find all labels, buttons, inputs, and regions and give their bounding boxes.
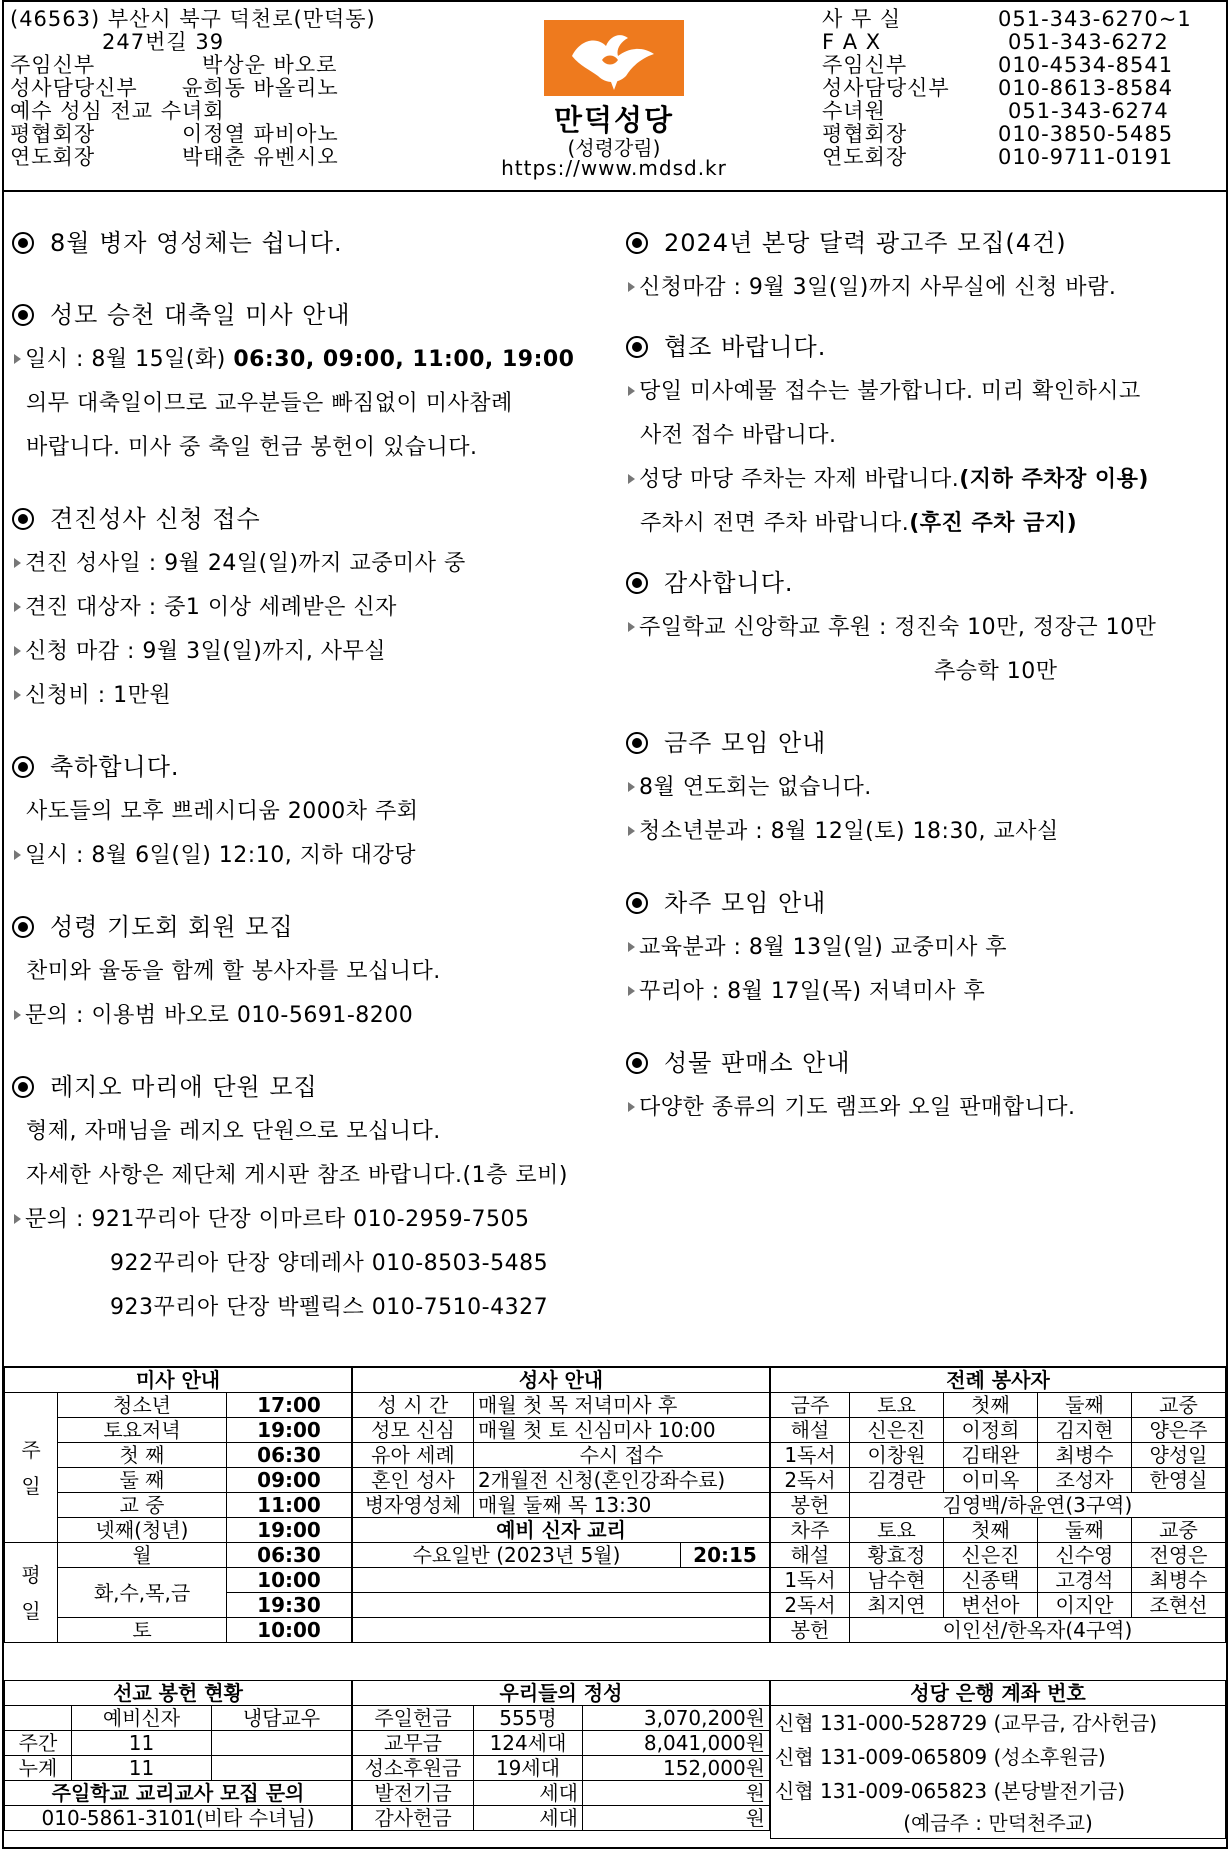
left-label-3: 평협회장 [10,122,96,146]
mass-time: 06:30 [227,1443,352,1468]
notice-title-text: 8월 병자 영성체는 쉽니다. [50,229,343,257]
mass-name: 토요저녁 [58,1418,227,1443]
empty-cell [353,1618,770,1643]
liturgy-person: 최병수 [1038,1443,1132,1468]
mass-name: 토 [58,1618,227,1643]
right-value-6: 010-9711-0191 [998,145,1174,169]
notice-emphasis: (후진 주차 금지) [909,511,1078,536]
triangle-icon [14,690,21,700]
notice-title-text: 협조 바랍니다. [664,333,827,361]
triangle-icon [14,1010,21,1020]
triangle-icon [628,986,635,996]
offering-count: 124세대 [474,1731,583,1756]
liturgy-header: 교중 [1132,1393,1226,1418]
bulletin-page [2,0,1228,1849]
liturgy-person: 변선아 [944,1593,1038,1618]
bullet-icon [12,304,34,326]
catechumen-class: 수요일반 (2023년 5월) [353,1543,681,1568]
offering-count: 19세대 [474,1756,583,1781]
right-label-5: 평협회장 [822,122,908,146]
notice-text: 주일학교 신앙학교 후원 : 정진숙 10만, 정장근 10만 [639,615,1157,640]
sacrament-desc: 매월 첫 토 신심미사 10:00 [474,1418,770,1443]
liturgy-header: 둘째 [1038,1518,1132,1543]
bullet-icon [12,916,34,938]
liturgy-person: 조현선 [1132,1593,1226,1618]
triangle-icon [14,354,21,364]
bullet-icon [626,1052,648,1074]
offering-count: 세대 [474,1806,583,1831]
bank-account: 신협 131-009-065823 (본당발전기금) [771,1774,1226,1808]
liturgy-header: 금주 [771,1393,850,1418]
notice-line [10,1198,622,1242]
triangle-icon [628,386,635,396]
sacrament-desc: 매월 첫 목 저녁미사 후 [474,1393,770,1418]
sacrament-desc: 2개월전 신청(혼인강좌수료) [474,1468,770,1493]
sacrament-name: 성모 신심 [353,1418,474,1443]
bullet-icon [626,572,648,594]
teacher-recruit-contact: 010-5861-3101(비타 수녀님) [5,1806,352,1831]
liturgy-role: 1독서 [771,1568,850,1593]
notice-text: 견진 성사일 : 9월 24일(일)까지 교중미사 중 [25,551,466,576]
notices-area [4,190,1226,1366]
mass-time: 11:00 [227,1493,352,1518]
empty-cell [353,1593,770,1618]
offering-name: 성소후원금 [353,1756,474,1781]
notice-text: 당일 미사예물 접수는 불가합니다. 미리 확인하시고 [639,379,1141,404]
notice-text: 교육분과 : 8월 13일(일) 교중미사 후 [639,935,1008,960]
notice-calendar [624,220,1224,310]
notice-title-text: 감사합니다. [664,569,794,597]
empty-cell [5,1706,72,1731]
notice-text: 견진 대상자 : 중1 이상 세례받은 신자 [25,595,397,620]
liturgy-role: 2독서 [771,1593,850,1618]
left-label-2: 예수 성심 전교 수녀회 [10,99,225,123]
notice-line [624,458,1224,502]
left-name-0: 박상운 바오로 [202,53,338,77]
left-name-3: 이정열 파비아노 [182,122,339,146]
mass-time: 10:00 [227,1568,352,1593]
liturgy-person: 신수영 [1038,1543,1132,1568]
bullet-icon [626,232,648,254]
church-logo [544,20,684,96]
notice-legio-title [10,1064,622,1110]
notice-line: 923꾸리아 단장 박펠릭스 010-7510-4327 [110,1295,549,1320]
church-website-link[interactable]: https://www.mdsd.kr [501,156,727,180]
mass-times: 06:30, 09:00, 11:00, 19:00 [233,347,575,372]
notice-this-week [624,720,1224,854]
mass-name: 청소년 [58,1393,227,1418]
right-value-2: 010-4534-8541 [998,53,1174,77]
offering-name: 감사헌금 [353,1806,474,1831]
triangle-icon [628,474,635,484]
triangle-icon [628,942,635,952]
mission-title: 선교 봉헌 현황 [5,1681,352,1706]
notice-sick-title [10,220,622,266]
mass-title: 미사 안내 [5,1367,352,1393]
notice-line [624,970,1224,1014]
notice-text: 8월 연도회는 없습니다. [639,775,872,800]
notice-line [10,834,622,878]
notice-title-text: 차주 모임 안내 [664,889,827,917]
teacher-recruit-title: 주일학교 교리교사 모집 문의 [5,1781,352,1806]
liturgy-person: 전영은 [1132,1543,1226,1568]
liturgy-header: 첫째 [944,1518,1038,1543]
mass-time: 19:30 [227,1593,352,1618]
notice-text: 신청 마감 : 9월 3일(일)까지, 사무실 [25,639,387,664]
notice-confirmation [10,496,622,718]
offering-amount: 원 [583,1781,770,1806]
sacrament-name: 병자영성체 [353,1493,474,1518]
notice-line: 922꾸리아 단장 양데레사 010-8503-5485 [110,1251,549,1276]
mission-row-label: 누계 [5,1756,72,1781]
notice-cooperation [624,324,1224,546]
offering-count: 555명 [474,1706,583,1731]
offering-name: 발전기금 [353,1781,474,1806]
liturgy-person: 이창원 [850,1443,944,1468]
bullet-icon [12,232,34,254]
notice-prayer [10,904,622,1038]
triangle-icon [14,558,21,568]
liturgy-offering: 김영백/하윤연(3구역) [850,1493,1226,1518]
mission-col: 예비신자 [72,1706,212,1731]
right-label-0: 사 무 실 [822,7,902,31]
catechumen-time: 20:15 [681,1543,770,1568]
left-label-4: 연도회장 [10,145,96,169]
liturgy-person: 이정희 [944,1418,1038,1443]
mission-value: 11 [72,1756,212,1781]
notice-line [624,766,1224,810]
triangle-icon [628,622,635,632]
triangle-icon [628,282,635,292]
offering-amount: 152,000원 [583,1756,770,1781]
bullet-icon [12,1076,34,1098]
left-name-1: 윤희동 바올리노 [182,76,339,100]
notice-sick [10,220,622,266]
liturgy-servers-table [770,1366,1226,1643]
liturgy-person: 이미옥 [944,1468,1038,1493]
notice-title-text: 2024년 본당 달력 광고주 모집(4건) [664,229,1067,257]
mass-time: 09:00 [227,1468,352,1493]
offerings-title: 우리들의 정성 [353,1681,770,1706]
mission-table [4,1680,352,1831]
triangle-icon [14,646,21,656]
liturgy-header: 교중 [1132,1518,1226,1543]
mass-name: 교 중 [58,1493,227,1518]
liturgy-person: 신은진 [944,1543,1038,1568]
offering-name: 주일헌금 [353,1706,474,1731]
church-subtitle: (성령강림) [567,136,661,160]
notice-title-text: 성령 기도회 회원 모집 [50,913,294,941]
mass-schedule-table [4,1366,352,1643]
notice-title-text: 레지오 마리애 단원 모집 [50,1073,318,1101]
bank-account: 신협 131-000-528729 (교무금, 감사헌금) [771,1706,1226,1741]
notice-title-text: 성물 판매소 안내 [664,1049,851,1077]
notice-title-text: 성모 승천 대축일 미사 안내 [50,301,351,329]
notice-line [10,630,622,674]
notice-text: 일시 : 8월 15일(화) [25,347,234,372]
mass-time: 19:00 [227,1518,352,1543]
church-name: 만덕성당 [553,103,675,137]
liturgy-person: 신은진 [850,1418,944,1443]
liturgy-person: 양은주 [1132,1418,1226,1443]
address-line-1: (46563) 부산시 북구 덕천로(만덕동) [10,7,376,31]
notice-line: 의무 대축일이므로 교우분들은 빠짐없이 미사참례 [26,391,513,416]
notice-text: 주차시 전면 주차 바랍니다. [640,511,910,536]
liturgy-person: 황효정 [850,1543,944,1568]
notice-line [624,502,1224,546]
liturgy-role: 2독서 [771,1468,850,1493]
bank-account: 신협 131-009-065809 (성소후원금) [771,1740,1226,1774]
sacrament-table [352,1366,770,1643]
notice-cooperation-title [624,324,1224,370]
notice-line: 사전 접수 바랍니다. [640,423,837,448]
triangle-icon [628,1102,635,1112]
triangle-icon [14,850,21,860]
notice-thanks [624,560,1224,694]
offering-count: 세대 [474,1781,583,1806]
notice-legio [10,1064,622,1330]
notice-line [10,542,622,586]
sacrament-desc: 매월 둘째 목 13:30 [474,1493,770,1518]
notice-congrats-title [10,744,622,790]
notice-line [10,338,622,382]
liturgy-person: 최지연 [850,1593,944,1618]
notice-line [624,266,1224,310]
notice-line [10,994,622,1038]
liturgy-person: 이지안 [1038,1593,1132,1618]
empty-cell [353,1568,770,1593]
notice-title-text: 견진성사 신청 접수 [50,505,261,533]
right-label-4: 수녀원 [822,99,886,123]
right-value-0: 051-343-6270~1 [998,7,1192,31]
mass-time: 06:30 [227,1543,352,1568]
sacrament-name: 성 시 간 [353,1393,474,1418]
notice-text: 성당 마당 주차는 자제 바랍니다. [639,467,960,492]
left-label-0: 주임신부 [10,53,96,77]
catechumen-title: 예비 신자 교리 [353,1518,770,1543]
bullet-icon [12,508,34,530]
liturgy-role: 해설 [771,1418,850,1443]
bullet-icon [626,892,648,914]
liturgy-person: 양성일 [1132,1443,1226,1468]
liturgy-offering: 이인선/한옥자(4구역) [850,1618,1226,1643]
notice-thanks-title [624,560,1224,606]
right-label-6: 연도회장 [822,145,908,169]
liturgy-role: 해설 [771,1543,850,1568]
triangle-icon [628,826,635,836]
sacrament-name: 유아 세례 [353,1443,474,1468]
left-name-4: 박태춘 유벤시오 [182,145,339,169]
offering-amount: 8,041,000원 [583,1731,770,1756]
liturgy-role: 봉헌 [771,1493,850,1518]
notice-line [624,370,1224,414]
liturgy-role: 1독서 [771,1443,850,1468]
liturgy-header: 토요 [850,1518,944,1543]
mass-name: 화,수,목,금 [58,1568,227,1618]
sacrament-name: 혼인 성사 [353,1468,474,1493]
notice-line [624,810,1224,854]
notice-text: 청소년분과 : 8월 12일(토) 18:30, 교사실 [639,819,1059,844]
notice-line [624,606,1224,650]
notice-text: 다양한 종류의 기도 램프와 오일 판매합니다. [639,1095,1076,1120]
weekday-label: 평 일 [5,1543,58,1643]
notice-emphasis: (지하 주차장 이용) [959,467,1149,492]
liturgy-person: 고경석 [1038,1568,1132,1593]
sacrament-desc: 수시 접수 [474,1443,770,1468]
notice-line [10,674,622,718]
notice-this-week-title [624,720,1224,766]
notice-assumption-title [10,292,622,338]
liturgy-title: 전례 봉사자 [771,1367,1226,1393]
mission-value [211,1731,351,1756]
notice-line [624,926,1224,970]
triangle-icon [14,1214,21,1224]
triangle-icon [628,782,635,792]
liturgy-person: 김경란 [850,1468,944,1493]
notice-line: 형제, 자매님을 레지오 단원으로 모십니다. [26,1119,441,1144]
liturgy-person: 남수현 [850,1568,944,1593]
notice-text: 일시 : 8월 6일(일) 12:10, 지하 대강당 [25,843,416,868]
right-label-3: 성사담당신부 [822,76,950,100]
liturgy-header: 차주 [771,1518,850,1543]
offering-amount: 원 [583,1806,770,1831]
sunday-label: 주 일 [5,1393,58,1543]
notice-text: 신청마감 : 9월 3일(일)까지 사무실에 신청 바람. [639,275,1117,300]
notice-prayer-title [10,904,622,950]
notice-line: 사도들의 모후 쁘레시디움 2000차 주회 [26,799,419,824]
notice-line [10,586,622,630]
notice-confirmation-title [10,496,622,542]
mass-name: 월 [58,1543,227,1568]
bullet-icon [626,336,648,358]
right-label-2: 주임신부 [822,53,908,77]
notice-line: 찬미와 율동을 함께 할 봉사자를 모십니다. [26,959,441,984]
notice-shop-title [624,1040,1224,1086]
notice-next-week [624,880,1224,1014]
offering-name: 교무금 [353,1731,474,1756]
right-value-4: 051-343-6274 [1008,99,1169,123]
right-value-1: 051-343-6272 [1008,30,1169,54]
bank-title: 성당 은행 계좌 번호 [771,1681,1226,1706]
mass-time: 19:00 [227,1418,352,1443]
notices-right-column [624,220,1224,1130]
mass-name: 넷째(청년) [58,1518,227,1543]
notice-text: 문의 : 921꾸리아 단장 이마르타 010-2959-7505 [25,1207,530,1232]
liturgy-person: 조성자 [1038,1468,1132,1493]
bank-accounts-table [770,1680,1226,1839]
liturgy-person: 신종택 [944,1568,1038,1593]
notice-congrats [10,744,622,878]
notice-text: 문의 : 이용범 바오로 010-5691-8200 [25,1003,414,1028]
liturgy-person: 한영실 [1132,1468,1226,1493]
bullet-icon [12,756,34,778]
notice-line: 자세한 사항은 제단체 게시판 참조 바랍니다.(1층 로비) [26,1163,568,1188]
bulletin-header [4,2,1226,192]
right-value-3: 010-8613-8584 [998,76,1174,100]
liturgy-header: 둘째 [1038,1393,1132,1418]
right-label-1: F A X [822,30,882,54]
triangle-icon [14,602,21,612]
notice-line: 바랍니다. 미사 중 축일 헌금 봉헌이 있습니다. [26,435,478,460]
left-label-1: 성사담당신부 [10,76,138,100]
offerings-table [352,1680,770,1831]
notice-text: 신청비 : 1만원 [25,683,172,708]
mass-time: 10:00 [227,1618,352,1643]
address-line-2: 247번길 39 [102,30,225,54]
liturgy-person: 김지현 [1038,1418,1132,1443]
notice-title-text: 금주 모임 안내 [664,729,827,757]
mass-name: 첫 째 [58,1443,227,1468]
liturgy-header: 토요 [850,1393,944,1418]
notice-line [624,1086,1224,1130]
notices-left-column [10,220,622,1330]
mission-row-label: 주간 [5,1731,72,1756]
notice-calendar-title [624,220,1224,266]
bank-holder: (예금주 : 만덕천주교) [771,1808,1226,1839]
dove-flame-icon [544,20,684,96]
bullet-icon [626,732,648,754]
right-value-5: 010-3850-5485 [998,122,1174,146]
mission-col: 냉담교우 [211,1706,351,1731]
liturgy-person: 최병수 [1132,1568,1226,1593]
mass-name: 둘 째 [58,1468,227,1493]
notice-line: 추승학 10만 [934,659,1058,684]
mission-value: 11 [72,1731,212,1756]
notice-title-text: 축하합니다. [50,753,180,781]
liturgy-person: 김태완 [944,1443,1038,1468]
mass-time: 17:00 [227,1393,352,1418]
offering-amount: 3,070,200원 [583,1706,770,1731]
mission-value [211,1756,351,1781]
liturgy-role: 봉헌 [771,1618,850,1643]
notice-assumption [10,292,622,470]
notice-text: 꾸리아 : 8월 17일(목) 저녁미사 후 [639,979,986,1004]
liturgy-header: 첫째 [944,1393,1038,1418]
sacrament-title: 성사 안내 [353,1367,770,1393]
notice-next-week-title [624,880,1224,926]
notice-shop [624,1040,1224,1130]
